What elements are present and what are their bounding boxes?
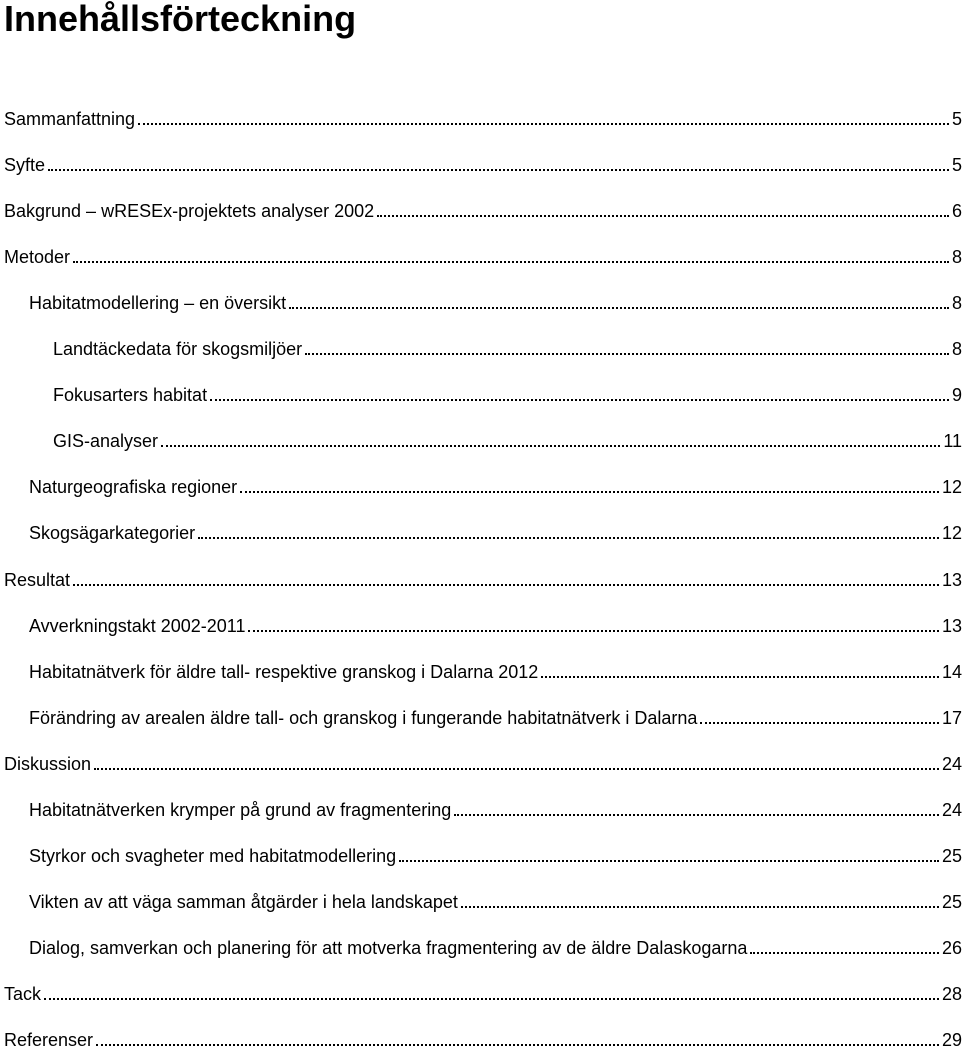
dot-leader	[454, 814, 939, 816]
dot-leader	[700, 722, 939, 724]
toc-entry-label: Förändring av arealen äldre tall- och granskog i fungerande habitatnätverk i Dalarna	[29, 708, 698, 728]
toc-entry-label: Avverkningstakt 2002-2011	[29, 616, 246, 636]
toc-entry-label: Habitatnätverken krymper på grund av fragmentering	[29, 800, 452, 820]
toc-entry[interactable]	[4, 749, 962, 775]
toc-entry-label: Vikten av att väga samman åtgärder i hela landskapet	[29, 892, 458, 912]
toc-entry-label: Syfte	[4, 155, 46, 175]
toc-entry[interactable]	[4, 565, 962, 591]
dot-leader	[73, 261, 949, 263]
toc-entry-page-number: 12	[941, 523, 962, 543]
dot-leader	[48, 169, 949, 171]
toc-entry-label: Habitatnätverk för äldre tall- respektive granskog i Dalarna 2012	[29, 662, 539, 682]
toc-entry-page-number: 12	[941, 477, 962, 497]
toc-entry-page-number: 9	[951, 385, 962, 405]
toc-entry[interactable]	[29, 933, 962, 959]
toc-entry-label: Fokusarters habitat	[53, 385, 208, 405]
toc-entry-page-number: 13	[941, 570, 962, 590]
toc-entry-label: GIS-analyser	[53, 431, 159, 451]
toc-entry[interactable]	[53, 380, 962, 406]
toc-entry-page-number: 6	[951, 201, 962, 221]
toc-entry[interactable]	[29, 611, 962, 637]
dot-leader	[377, 215, 949, 217]
toc-entry-label: Sammanfattning	[4, 109, 136, 129]
toc-entry-page-number: 8	[951, 293, 962, 313]
toc-entry-page-number: 24	[941, 754, 962, 774]
toc-entry-label: Diskussion	[4, 754, 92, 774]
toc-entry-page-number: 25	[941, 846, 962, 866]
toc-entry-label: Metoder	[4, 247, 71, 267]
toc-entry[interactable]	[29, 472, 962, 498]
dot-leader	[541, 676, 939, 678]
toc-entry-page-number: 29	[941, 1030, 962, 1050]
toc-entry-page-number: 13	[941, 616, 962, 636]
dot-leader	[305, 353, 949, 355]
toc-entry-label: Referenser	[4, 1030, 94, 1050]
toc-entry[interactable]	[4, 242, 962, 268]
toc-entry[interactable]	[29, 288, 962, 314]
toc-entry-page-number: 26	[941, 938, 962, 958]
dot-leader	[461, 906, 939, 908]
dot-leader	[210, 399, 949, 401]
toc-entry-page-number: 28	[941, 984, 962, 1004]
toc-entry[interactable]	[53, 334, 962, 360]
toc-entry[interactable]	[4, 196, 962, 222]
dot-leader	[240, 491, 939, 493]
dot-leader	[96, 1044, 939, 1046]
toc-entry[interactable]	[4, 104, 962, 130]
toc-entry-label: Skogsägarkategorier	[29, 523, 196, 543]
dot-leader	[248, 630, 938, 632]
toc-entry[interactable]	[4, 979, 962, 1005]
toc-entry[interactable]	[4, 150, 962, 176]
toc-entry-page-number: 14	[941, 662, 962, 682]
toc-entry-label: Bakgrund – wRESEx-projektets analyser 2002	[4, 201, 375, 221]
dot-leader	[399, 860, 939, 862]
dot-leader	[44, 998, 939, 1000]
toc-entry-page-number: 5	[951, 155, 962, 175]
toc-entry-label: Resultat	[4, 570, 71, 590]
toc-entry[interactable]	[29, 887, 962, 913]
toc-entry[interactable]	[29, 657, 962, 683]
toc-entry-label: Landtäckedata för skogsmiljöer	[53, 339, 303, 359]
toc-entry-page-number: 5	[951, 109, 962, 129]
toc-entry[interactable]	[53, 426, 962, 452]
toc-entry-page-number: 11	[943, 431, 962, 451]
toc-entry-label: Styrkor och svagheter med habitatmodellering	[29, 846, 397, 866]
toc-entry-label: Naturgeografiska regioner	[29, 477, 238, 497]
toc-entry-page-number: 17	[941, 708, 962, 728]
toc-entry[interactable]	[29, 703, 962, 729]
toc-entry-label: Tack	[4, 984, 42, 1004]
toc-entry-page-number: 24	[941, 800, 962, 820]
toc-entry[interactable]	[29, 795, 962, 821]
toc-entry-page-number: 8	[951, 339, 962, 359]
page-title: Innehållsförteckning	[4, 0, 357, 39]
toc-entry[interactable]	[29, 518, 962, 544]
dot-leader	[94, 768, 939, 770]
toc-entry-label: Habitatmodellering – en översikt	[29, 293, 287, 313]
toc-entry[interactable]	[29, 841, 962, 867]
dot-leader	[161, 445, 940, 447]
dot-leader	[138, 123, 949, 125]
toc-entry-label: Dialog, samverkan och planering för att motverka fragmentering av de äldre Dalaskogarna	[29, 938, 748, 958]
toc-entry-page-number: 8	[951, 247, 962, 267]
dot-leader	[73, 584, 939, 586]
dot-leader	[289, 307, 949, 309]
toc-entry[interactable]	[4, 1025, 962, 1051]
dot-leader	[198, 537, 939, 539]
toc-entry-page-number: 25	[941, 892, 962, 912]
dot-leader	[750, 952, 939, 954]
